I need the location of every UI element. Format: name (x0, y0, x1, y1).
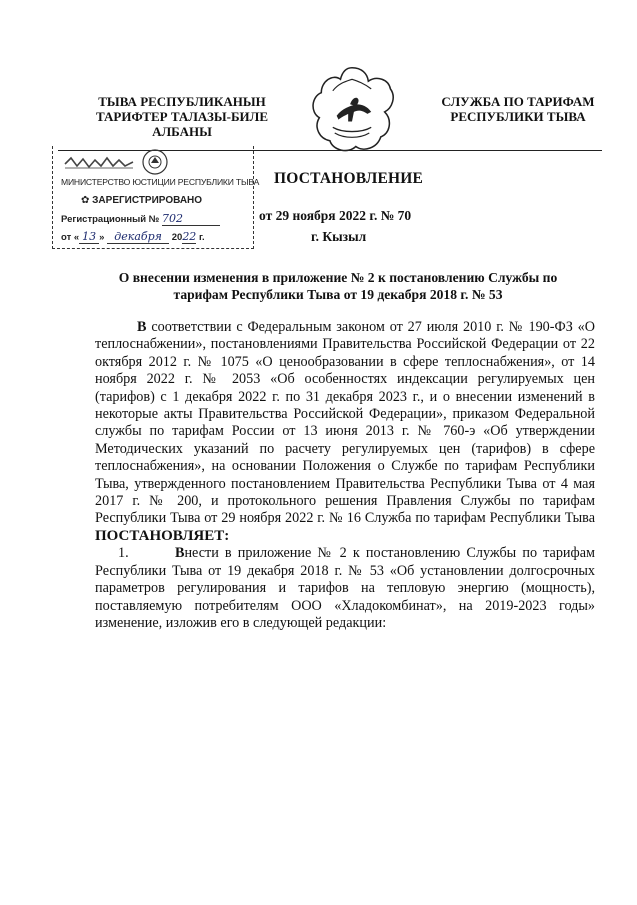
stamp-reg-label: Регистрационный № (61, 214, 160, 225)
stamp-date-day: 13 (82, 230, 97, 243)
document-type: ПОСТАНОВЛЕНИЕ (274, 170, 424, 187)
preamble-paragraph (95, 319, 595, 545)
header-right-line: РЕСПУБЛИКИ ТЫВА (450, 109, 586, 124)
tuva-emblem-icon (304, 62, 400, 158)
item-1-text: нести в приложение № 2 к постановлению Службы по тарифам Республики Тыва от 19 декабря 2018 г. № 53 «Об установлении долгосрочных параметров регулирования и тарифов на тепловую энергию (мощность), поставляемую потребителям ООО «Хладокомбинат», на 2019-2023 годы» изменение, изложив его в следующей редакции: (95, 545, 595, 631)
stamp-date-mid: » (99, 232, 105, 243)
preamble-lead: В (137, 319, 147, 335)
document-date-number: от 29 ноября 2022 г. № 70 (259, 208, 412, 223)
header-left-line: ТАРИФТЕР ТАЛАЗЫ-БИЛЕ (95, 109, 269, 124)
preamble-text: соответствии с Федеральным законом от 27 июля 2010 г. № 190-ФЗ «О теплоснабжении», постановлениями Правительства Российской Федерации от 22 октября 2012 г. № 1075 «О ценообразовании в сфере теплоснабжения», от 14 ноября 2022 г. № 2053 «Об особенностях индексации регулируемых цен (тарифов) с 1 декабря 2022 г. по 31 декабря 2023 г., и о внесении изменений в некоторые акты Правительства Российской Федерации», приказом Федеральной службы по тарифам России от 13 июня 2013 г. № 760-э «Об утверждении Методических указаний по расчету регулируемых цен (тарифов) в сфере теплоснабжения», на основании Положения о Службе по тарифам Республики Тыва, утвержденного постановлением Правительства Республики Тыва от 4 мая 2017 г. № 200, и протокольного решения Правления Службы по тарифам Республики Тыва от 29 ноября 2022 г. № 16 Служба по тарифам Республики Тыва (95, 319, 595, 527)
document-title (82, 269, 594, 303)
document-body (95, 319, 595, 632)
stamp-date-year: 22 (182, 230, 197, 243)
stamp-ministry: МИНИСТЕРСТВО ЮСТИЦИИ РЕСПУБЛИКИ ТЫВА (61, 177, 260, 187)
stamp-reg-number (61, 212, 220, 226)
item-1-paragraph (95, 545, 595, 632)
document-title-line: тарифам Республики Тыва от 19 декабря 2018 г. № 53 (173, 287, 503, 302)
coat-of-arms-icon (141, 148, 169, 176)
registration-stamp (52, 146, 260, 249)
stamp-date-year-prefix: 20 (171, 232, 183, 243)
header-left-line: АЛБАНЫ (152, 124, 212, 139)
stamp-date-prefix: от « (61, 232, 80, 243)
stamp-date-month: декабря (114, 230, 162, 243)
item-1-lead: В (175, 545, 185, 562)
stamp-reg-number-handwritten: 702 (162, 212, 183, 225)
stamp-registered-text: ЗАРЕГИСТРИРОВАНО (92, 195, 203, 206)
stamp-date-suffix: г. (198, 232, 205, 243)
document-title-line: О внесении изменения в приложение № 2 к постановлению Службы по (118, 270, 558, 285)
header-left-line: ТЫВА РЕСПУБЛИКАНЫН (98, 94, 266, 109)
stamp-scribble (63, 154, 135, 172)
seal-mark-icon: ✿ (81, 195, 93, 206)
item-1-number: 1. (118, 545, 129, 562)
decree-word: ПОСТАНОВЛЯЕТ: (95, 527, 230, 544)
header-right-line: СЛУЖБА ПО ТАРИФАМ (441, 94, 595, 109)
header-left-org (82, 94, 282, 139)
stamp-date (61, 230, 205, 244)
stamp-registered (81, 195, 202, 206)
document-place: г. Кызыл (311, 229, 367, 244)
header-right-org (430, 94, 606, 124)
